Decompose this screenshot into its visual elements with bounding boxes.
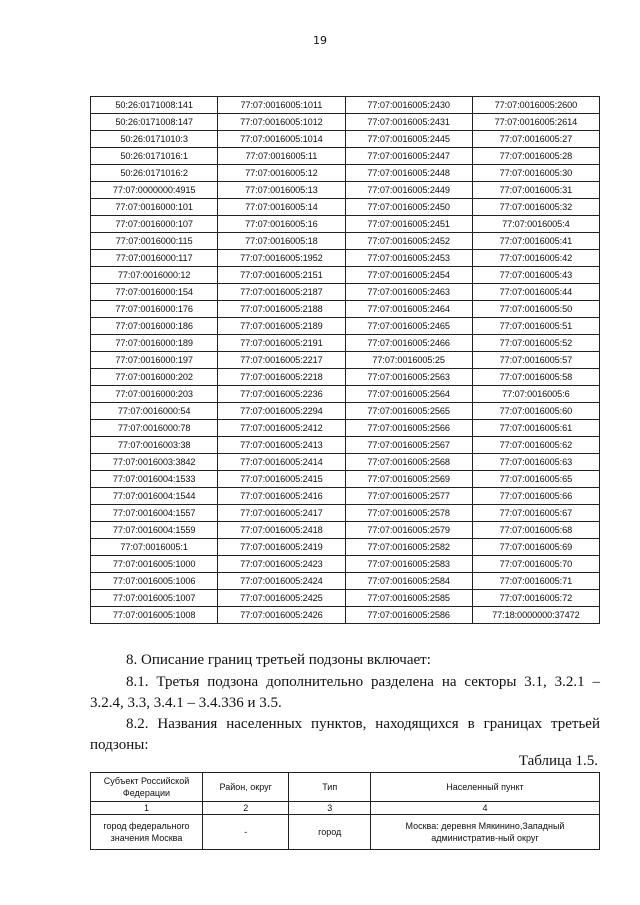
cadastral-number-cell: 77:07:0016005:71: [472, 573, 599, 590]
cadastral-number-cell: 77:07:0016005:2413: [218, 437, 345, 454]
cadastral-number-cell: 77:07:0016005:14: [218, 199, 345, 216]
cadastral-number-cell: 77:07:0016005:2577: [345, 488, 472, 505]
cadastral-number-cell: 77:07:0016000:54: [91, 403, 218, 420]
cadastral-number-cell: 77:07:0016005:2412: [218, 420, 345, 437]
cadastral-number-cell: 77:07:0016005:2445: [345, 131, 472, 148]
cadastral-number-cell: 77:07:0016005:2452: [345, 233, 472, 250]
cadastral-number-cell: 77:07:0016005:2414: [218, 454, 345, 471]
cadastral-number-cell: 77:07:0016005:2447: [345, 148, 472, 165]
table-row: [91, 471, 600, 488]
cadastral-number-cell: 77:07:0016005:32: [472, 199, 599, 216]
cadastral-number-cell: 77:07:0016005:2464: [345, 301, 472, 318]
section-8-2-line2: подзоны:: [90, 737, 149, 753]
cadastral-number-cell: 50:26:0171016:1: [91, 148, 218, 165]
cadastral-number-cell: 77:07:0016005:2465: [345, 318, 472, 335]
table-row: [91, 97, 600, 114]
table-row: [91, 454, 600, 471]
table-row: [91, 216, 600, 233]
cadastral-number-cell: 77:07:0016005:2579: [345, 522, 472, 539]
table-header-row: [91, 773, 600, 802]
cadastral-number-cell: 77:07:0016005:16: [218, 216, 345, 233]
cadastral-number-cell: 77:07:0016004:1533: [91, 471, 218, 488]
section-8-1-line2: 3.2.4, 3.3, 3.4.1 – 3.4.336 и 3.5.: [90, 695, 282, 711]
header-cell: Населенный пункт: [370, 773, 599, 802]
cadastral-number-cell: 77:07:0016000:12: [91, 267, 218, 284]
cadastral-number-cell: 77:07:0016005:66: [472, 488, 599, 505]
cadastral-number-cell: 77:07:0016005:1011: [218, 97, 345, 114]
table-row: [91, 556, 600, 573]
page-number: 19: [313, 34, 327, 47]
cadastral-number-cell: 77:07:0016005:2448: [345, 165, 472, 182]
cadastral-number-cell: 77:07:0016005:70: [472, 556, 599, 573]
cadastral-number-cell: 77:07:0016005:2418: [218, 522, 345, 539]
cadastral-number-cell: 77:07:0016005:2586: [345, 607, 472, 624]
cadastral-number-cell: 77:07:0016005:1007: [91, 590, 218, 607]
cadastral-number-cell: 77:07:0016005:57: [472, 352, 599, 369]
cadastral-number-cell: 77:07:0016005:2424: [218, 573, 345, 590]
table-row: [91, 267, 600, 284]
cadastral-number-cell: 77:07:0016005:2584: [345, 573, 472, 590]
table-caption: Таблица 1.5.: [518, 753, 598, 769]
cadastral-number-cell: 77:07:0016005:2566: [345, 420, 472, 437]
table-row: [91, 369, 600, 386]
cadastral-number-cell: 77:07:0016005:2466: [345, 335, 472, 352]
table-row: [91, 250, 600, 267]
table-row: [91, 573, 600, 590]
cadastral-number-cell: 77:07:0016005:2568: [345, 454, 472, 471]
cadastral-number-cell: 77:07:0016000:117: [91, 250, 218, 267]
cadastral-number-cell: 77:07:0016005:2218: [218, 369, 345, 386]
cadastral-number-cell: 77:07:0016005:2585: [345, 590, 472, 607]
cadastral-number-cell: 77:07:0016005:2236: [218, 386, 345, 403]
cadastral-number-cell: 77:18:0000000:37472: [472, 607, 599, 624]
cadastral-number-cell: 77:07:0016005:42: [472, 250, 599, 267]
cadastral-number-cell: 77:07:0016005:27: [472, 131, 599, 148]
cadastral-number-cell: 77:07:0016005:2567: [345, 437, 472, 454]
header-cell: Тип: [289, 773, 370, 802]
cadastral-number-cell: 77:07:0016005:1: [91, 539, 218, 556]
header-cell: Район, округ: [202, 773, 289, 802]
cadastral-number-cell: 77:07:0016000:189: [91, 335, 218, 352]
cadastral-number-cell: 77:07:0016005:69: [472, 539, 599, 556]
cadastral-number-cell: 77:07:0016005:11: [218, 148, 345, 165]
cadastral-number-cell: 77:07:0016005:2583: [345, 556, 472, 573]
cadastral-number-cell: 77:07:0016005:43: [472, 267, 599, 284]
cadastral-number-cell: 77:07:0016003:38: [91, 437, 218, 454]
cadastral-number-cell: 77:07:0016000:101: [91, 199, 218, 216]
cadastral-number-cell: 77:07:0016000:197: [91, 352, 218, 369]
table-cell: город: [289, 815, 370, 850]
section-8-1-line1: 8.1. Третья подзона дополнительно разделена на секторы 3.1, 3.2.1 –: [126, 674, 600, 690]
table-row: [91, 114, 600, 131]
cadastral-number-cell: 77:07:0000000:4915: [91, 182, 218, 199]
section-8-heading: 8. Описание границ третьей подзоны включает:: [126, 652, 431, 668]
table-row: [91, 815, 600, 850]
section-8-2-line1: 8.2. Названия населенных пунктов, находящихся в границах третьей: [126, 716, 600, 732]
cadastral-number-cell: 77:07:0016000:154: [91, 284, 218, 301]
header-cell: Субъект Российской Федерации: [91, 773, 203, 802]
cadastral-number-cell: 77:07:0016000:107: [91, 216, 218, 233]
cadastral-number-cell: 77:07:0016005:50: [472, 301, 599, 318]
cadastral-number-cell: 77:07:0016003:3842: [91, 454, 218, 471]
cadastral-number-cell: 77:07:0016005:2449: [345, 182, 472, 199]
cadastral-number-cell: 77:07:0016005:6: [472, 386, 599, 403]
table-row: [91, 148, 600, 165]
table-number-row: [91, 802, 600, 815]
cadastral-number-cell: 77:07:0016005:1006: [91, 573, 218, 590]
cadastral-number-cell: 77:07:0016005:2564: [345, 386, 472, 403]
cadastral-number-cell: 77:07:0016005:58: [472, 369, 599, 386]
cadastral-number-cell: 77:07:0016005:2431: [345, 114, 472, 131]
cadastral-number-cell: 77:07:0016005:1952: [218, 250, 345, 267]
cadastral-number-cell: 77:07:0016005:1000: [91, 556, 218, 573]
cadastral-number-cell: 77:07:0016005:2187: [218, 284, 345, 301]
cadastral-number-cell: 77:07:0016000:203: [91, 386, 218, 403]
cadastral-number-cell: 77:07:0016004:1557: [91, 505, 218, 522]
cadastral-number-cell: 77:07:0016005:2417: [218, 505, 345, 522]
cadastral-number-cell: 77:07:0016005:62: [472, 437, 599, 454]
cadastral-number-cell: 77:07:0016000:202: [91, 369, 218, 386]
cadastral-number-cell: 77:07:0016005:67: [472, 505, 599, 522]
cadastral-number-cell: 77:07:0016005:2582: [345, 539, 472, 556]
cadastral-number-cell: 77:07:0016005:2578: [345, 505, 472, 522]
table-row: [91, 386, 600, 403]
column-number: 2: [202, 802, 289, 815]
cadastral-number-cell: 77:07:0016005:44: [472, 284, 599, 301]
table-row: [91, 437, 600, 454]
cadastral-numbers-table: [90, 96, 600, 624]
table-row: [91, 539, 600, 556]
cadastral-number-cell: 77:07:0016005:52: [472, 335, 599, 352]
cadastral-number-cell: 77:07:0016005:68: [472, 522, 599, 539]
cadastral-number-cell: 77:07:0016005:1014: [218, 131, 345, 148]
table-row: [91, 131, 600, 148]
cadastral-number-cell: 77:07:0016005:4: [472, 216, 599, 233]
cadastral-number-cell: 77:07:0016005:2419: [218, 539, 345, 556]
cadastral-number-cell: 50:26:0171008:141: [91, 97, 218, 114]
cadastral-number-cell: 77:07:0016005:2426: [218, 607, 345, 624]
cadastral-number-cell: 77:07:0016005:1008: [91, 607, 218, 624]
cadastral-number-cell: 77:07:0016005:2416: [218, 488, 345, 505]
cadastral-number-cell: 77:07:0016005:2423: [218, 556, 345, 573]
cadastral-number-cell: 77:07:0016005:2451: [345, 216, 472, 233]
table-cell: Москва: деревня Мякинино,Западный административ-ный округ: [370, 815, 599, 850]
cadastral-number-cell: 77:07:0016005:60: [472, 403, 599, 420]
cadastral-number-cell: 77:07:0016005:1012: [218, 114, 345, 131]
cadastral-number-cell: 77:07:0016005:63: [472, 454, 599, 471]
cadastral-number-cell: 50:26:0171016:2: [91, 165, 218, 182]
cadastral-number-cell: 77:07:0016005:18: [218, 233, 345, 250]
cadastral-number-cell: 77:07:0016005:72: [472, 590, 599, 607]
cadastral-number-cell: 77:07:0016005:30: [472, 165, 599, 182]
table-row: [91, 590, 600, 607]
table-cell: город федерального значения Москва: [91, 815, 203, 850]
cadastral-number-cell: 77:07:0016004:1544: [91, 488, 218, 505]
cadastral-number-cell: 50:26:0171008:147: [91, 114, 218, 131]
column-number: 4: [370, 802, 599, 815]
cadastral-number-cell: 77:07:0016005:2569: [345, 471, 472, 488]
cadastral-number-cell: 77:07:0016005:25: [345, 352, 472, 369]
table-row: [91, 488, 600, 505]
table-row: [91, 301, 600, 318]
cadastral-number-cell: 77:07:0016000:78: [91, 420, 218, 437]
cadastral-number-cell: 77:07:0016005:2151: [218, 267, 345, 284]
cadastral-number-cell: 77:07:0016005:2425: [218, 590, 345, 607]
table-row: [91, 335, 600, 352]
cadastral-number-cell: 77:07:0016005:12: [218, 165, 345, 182]
cadastral-number-cell: 77:07:0016005:2563: [345, 369, 472, 386]
table-row: [91, 420, 600, 437]
table-row: [91, 165, 600, 182]
cadastral-number-cell: 77:07:0016000:115: [91, 233, 218, 250]
cadastral-number-cell: 77:07:0016000:186: [91, 318, 218, 335]
cadastral-number-cell: 77:07:0016005:51: [472, 318, 599, 335]
cadastral-number-cell: 77:07:0016005:2565: [345, 403, 472, 420]
cadastral-number-cell: 77:07:0016005:2430: [345, 97, 472, 114]
cadastral-number-cell: 77:07:0016005:28: [472, 148, 599, 165]
settlements-table: [90, 772, 600, 850]
column-number: 3: [289, 802, 370, 815]
table-cell: -: [202, 815, 289, 850]
cadastral-number-cell: 77:07:0016005:61: [472, 420, 599, 437]
cadastral-number-cell: 77:07:0016005:31: [472, 182, 599, 199]
cadastral-number-cell: 77:07:0016005:65: [472, 471, 599, 488]
cadastral-number-cell: 77:07:0016005:2600: [472, 97, 599, 114]
cadastral-number-cell: 77:07:0016005:2217: [218, 352, 345, 369]
table-row: [91, 505, 600, 522]
cadastral-number-cell: 50:26:0171010:3: [91, 131, 218, 148]
table-row: [91, 199, 600, 216]
cadastral-number-cell: 77:07:0016005:2191: [218, 335, 345, 352]
cadastral-number-cell: 77:07:0016005:2189: [218, 318, 345, 335]
table-row: [91, 284, 600, 301]
cadastral-number-cell: 77:07:0016005:2188: [218, 301, 345, 318]
cadastral-number-cell: 77:07:0016005:2463: [345, 284, 472, 301]
table-row: [91, 233, 600, 250]
table-row: [91, 522, 600, 539]
cadastral-number-cell: 77:07:0016005:2453: [345, 250, 472, 267]
table-row: [91, 318, 600, 335]
cadastral-number-cell: 77:07:0016005:2415: [218, 471, 345, 488]
table-row: [91, 352, 600, 369]
cadastral-number-cell: 77:07:0016005:2450: [345, 199, 472, 216]
cadastral-number-cell: 77:07:0016000:176: [91, 301, 218, 318]
column-number: 1: [91, 802, 203, 815]
table-row: [91, 182, 600, 199]
cadastral-number-cell: 77:07:0016005:13: [218, 182, 345, 199]
table-row: [91, 607, 600, 624]
cadastral-number-cell: 77:07:0016005:2454: [345, 267, 472, 284]
cadastral-number-cell: 77:07:0016005:2614: [472, 114, 599, 131]
cadastral-number-cell: 77:07:0016005:2294: [218, 403, 345, 420]
cadastral-number-cell: 77:07:0016005:41: [472, 233, 599, 250]
cadastral-number-cell: 77:07:0016004:1559: [91, 522, 218, 539]
table-row: [91, 403, 600, 420]
